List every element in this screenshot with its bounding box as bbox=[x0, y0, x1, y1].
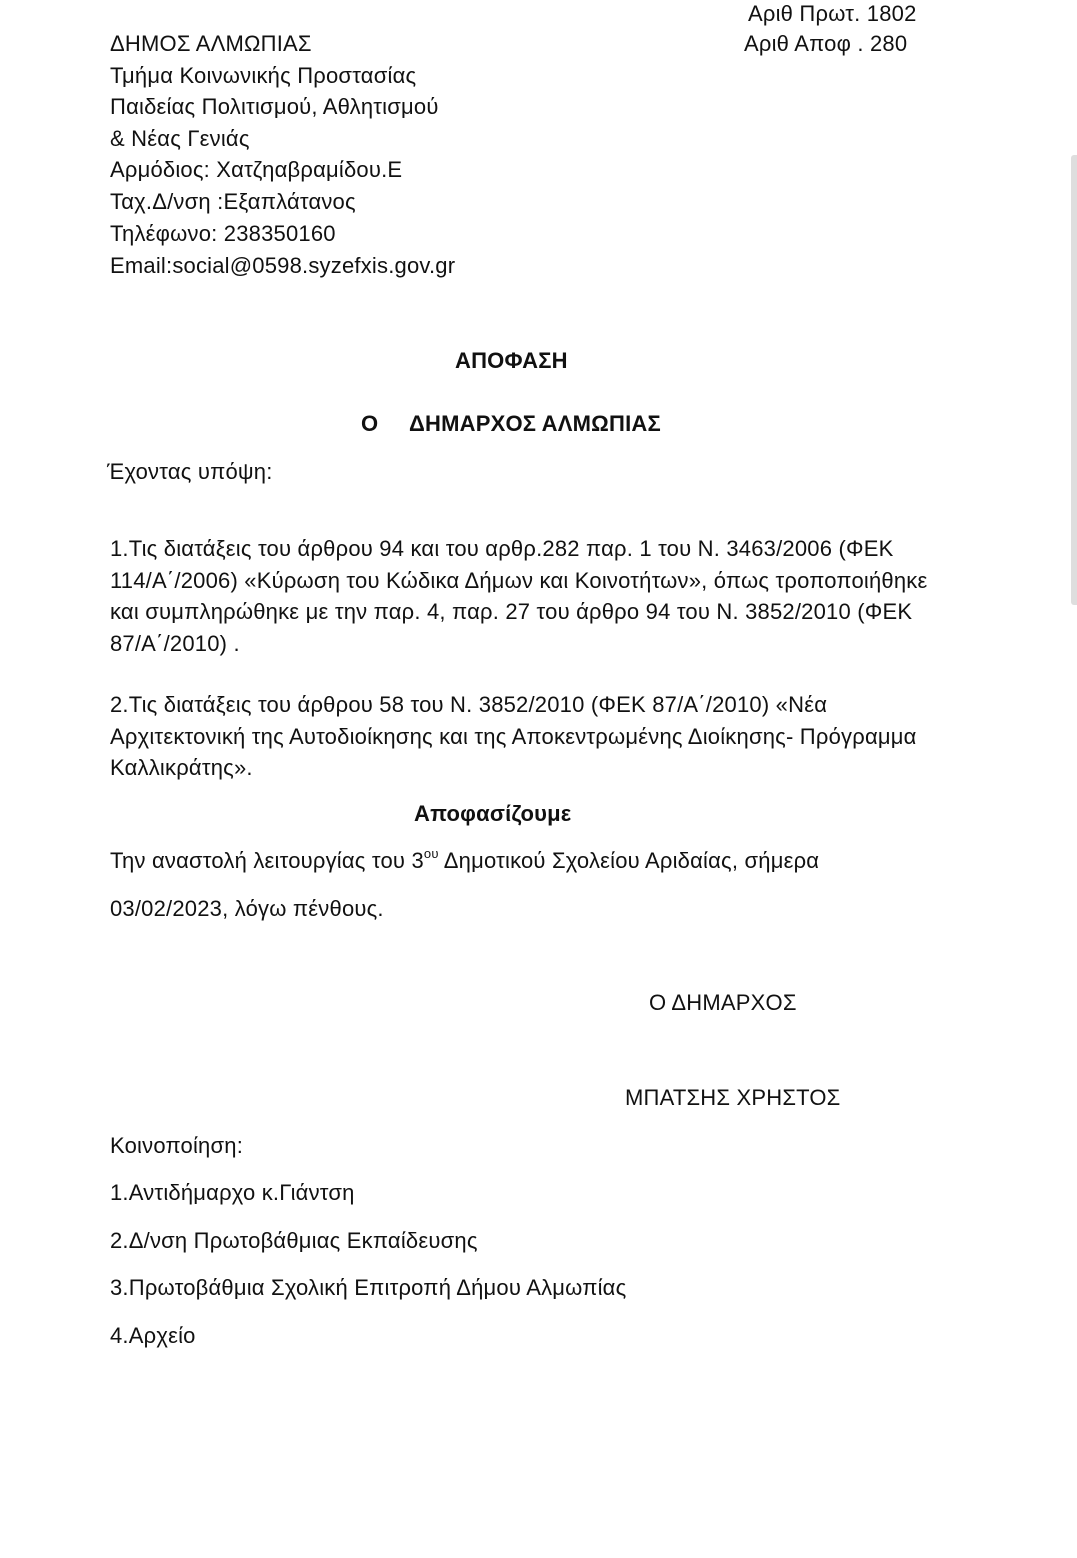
list-item: 1.Αντιδήμαρχο κ.Γιάντση bbox=[110, 1180, 355, 1205]
list-item: 2.Δ/νση Πρωτοβάθμιας Εκπαίδευσης bbox=[110, 1228, 478, 1253]
clause-line: Καλλικράτης». bbox=[110, 755, 253, 780]
list-item: 3.Πρωτοβάθμια Σχολική Επιτροπή Δήμου Αλμωπίας bbox=[110, 1275, 627, 1300]
sender-line: ΔΗΜΟΣ ΑΛΜΩΠΙΑΣ bbox=[110, 31, 312, 56]
clause-line: 114/Α΄/2006) «Κύρωση του Κώδικα Δήμων και Κοινοτήτων», όπως τροποποιήθηκε bbox=[110, 567, 928, 593]
sender-line: Αρμόδιος: Χατζηαβραμίδου.Ε bbox=[110, 157, 403, 182]
decision-text-start: Την αναστολή λειτουργίας του 3 bbox=[110, 848, 424, 873]
sender-line: & Νέας Γενιάς bbox=[110, 126, 250, 151]
clause-line: 1.Τις διατάξεις του άρθρου 94 και του αρθρ.282 παρ. 1 του Ν. 3463/2006 (ΦΕΚ bbox=[110, 536, 894, 561]
clause-line: 87/Α΄/2010) . bbox=[110, 630, 240, 656]
decision-number: Αριθ Αποφ . 280 bbox=[744, 31, 908, 56]
sender-email: Email:social@0598.syzefxis.gov.gr bbox=[110, 253, 456, 278]
decision-date: 03/02/2023, λόγω πένθους. bbox=[110, 896, 384, 921]
sender-line: Τμήμα Κοινωνικής Προστασίας bbox=[110, 63, 417, 88]
decide-heading: Αποφασίζουμε bbox=[414, 801, 572, 826]
clause-line: Αρχιτεκτονική της Αυτοδιοίκησης και της Αποκεντρωμένης Διοίκησης- Πρόγραμμα bbox=[110, 723, 917, 749]
list-item: 4.Αρχείο bbox=[110, 1323, 196, 1348]
mayor-heading-article: Ο bbox=[361, 411, 379, 436]
sender-line: Τηλέφωνο: 238350160 bbox=[110, 221, 336, 246]
clause-line: 2.Τις διατάξεις του άρθρου 58 του Ν. 3852/2010 (ΦΕΚ 87/Α΄/2010) «Νέα bbox=[110, 692, 828, 717]
document-title: ΑΠΟΦΑΣΗ bbox=[455, 348, 568, 373]
protocol-number: Αριθ Πρωτ. 1802 bbox=[748, 1, 917, 26]
decision-text-end: Δημοτικού Σχολείου Αριδαίας, σήμερα bbox=[438, 848, 820, 873]
mayor-heading: ΔΗΜΑΡΧΟΣ ΑΛΜΩΠΙΑΣ bbox=[409, 411, 661, 436]
clause-1 bbox=[110, 533, 928, 659]
signature-role: Ο ΔΗΜΑΡΧΟΣ bbox=[649, 990, 797, 1015]
sender-line: Ταχ.Δ/νση :Εξαπλάτανος bbox=[110, 189, 356, 214]
distribution-label: Κοινοποίηση: bbox=[110, 1133, 244, 1158]
decision-text bbox=[110, 846, 820, 873]
clause-2 bbox=[110, 689, 917, 784]
sender-line: Παιδείας Πολιτισμού, Αθλητισμού bbox=[110, 94, 439, 119]
considering-label: Έχοντας υπόψη: bbox=[107, 459, 273, 484]
signature-name: ΜΠΑΤΣΗΣ ΧΡΗΣΤΟΣ bbox=[625, 1085, 841, 1110]
ordinal-suffix: ου bbox=[423, 846, 439, 861]
scrollbar[interactable] bbox=[1071, 155, 1077, 605]
clause-line: και συμπληρώθηκε με την παρ. 4, παρ. 27 του άρθρο 94 του Ν. 3852/2010 (ΦΕΚ bbox=[110, 599, 913, 624]
